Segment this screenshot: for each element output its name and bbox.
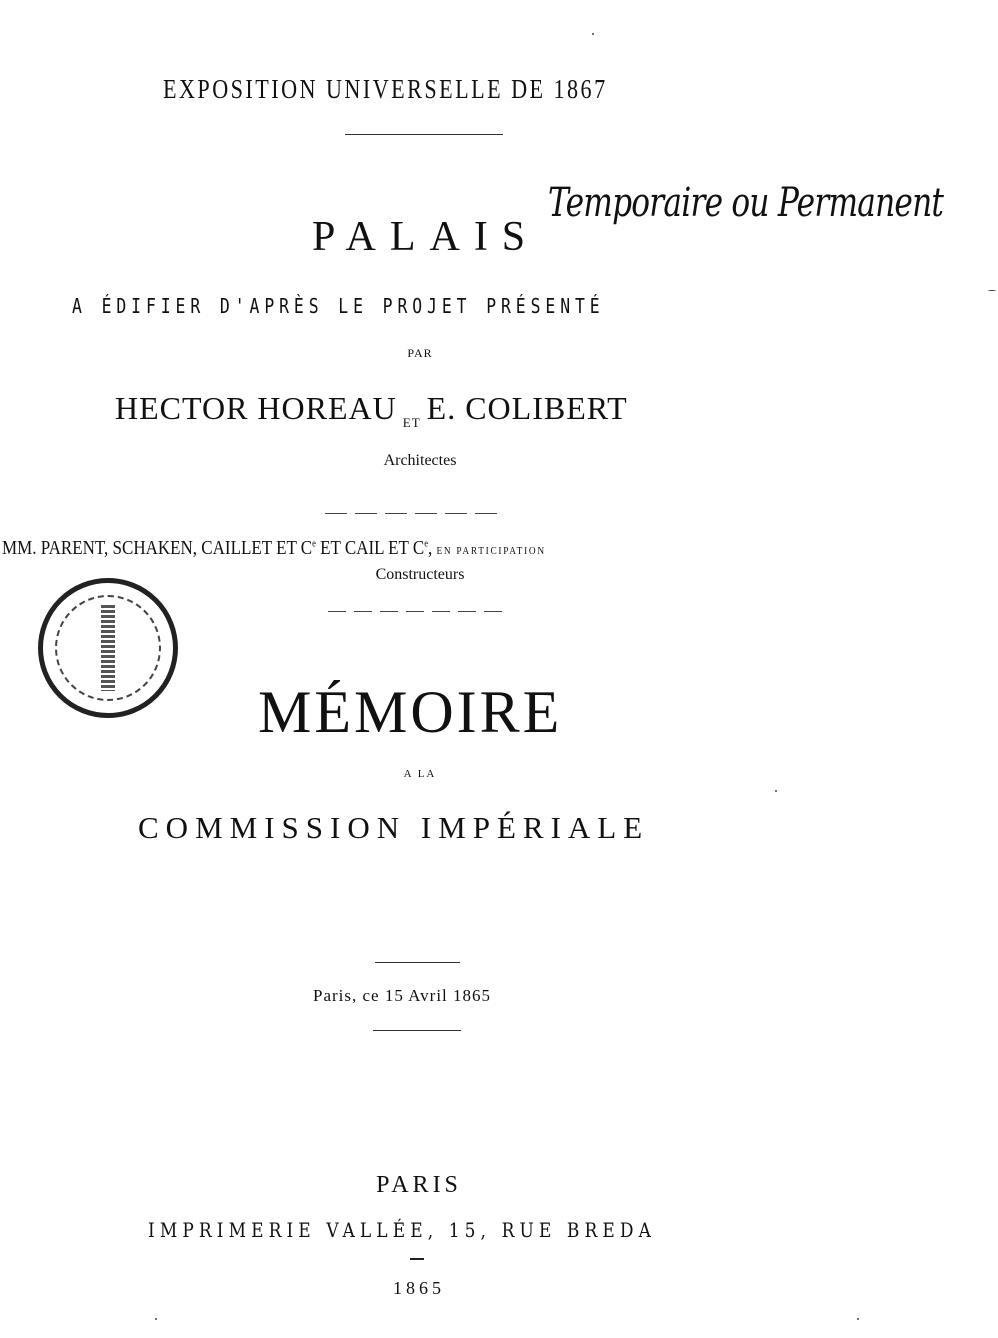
- builders-suffix: ,: [427, 537, 437, 559]
- year: 1865: [393, 1278, 445, 1298]
- author-1: HECTOR HOREAU: [115, 390, 397, 426]
- par-label: PAR: [407, 346, 433, 360]
- builders-prefix: MM. PARENT, SCHAKEN, CAILLET ET C: [2, 537, 313, 559]
- divider: [328, 611, 508, 612]
- speck: [857, 1318, 859, 1320]
- builders-participation: EN PARTICIPATION: [436, 545, 546, 557]
- speck: [775, 790, 777, 792]
- speck: [155, 1318, 157, 1320]
- library-stamp-icon: [38, 578, 178, 718]
- city: PARIS: [376, 1172, 462, 1198]
- superscript: e: [312, 538, 316, 550]
- authors-line: [115, 390, 628, 431]
- separator-dash: [410, 1258, 424, 1260]
- memoire-title: MÉMOIRE: [258, 679, 563, 745]
- palais-title: PALAIS: [312, 214, 540, 260]
- speck: [592, 33, 594, 35]
- author-2: E. COLIBERT: [426, 390, 628, 426]
- date-line: Paris, ce 15 Avril 1865: [313, 986, 492, 1005]
- divider: [373, 1030, 461, 1031]
- builders-line: [2, 537, 546, 560]
- superscript: e: [424, 538, 428, 550]
- divider: [375, 962, 460, 963]
- speck: [988, 290, 996, 291]
- divider: [345, 134, 503, 135]
- addressee: COMMISSION IMPÉRIALE: [138, 810, 650, 845]
- handwritten-annotation: Temporaire ou Permanent: [548, 180, 944, 226]
- divider: [325, 513, 505, 514]
- to-the-label: A LA: [403, 768, 437, 780]
- subtitle: A ÉDIFIER D'APRÈS LE PROJET PRÉSENTÉ: [72, 294, 605, 318]
- exposition-heading: EXPOSITION UNIVERSELLE DE 1867: [163, 74, 608, 104]
- printer-line: IMPRIMERIE VALLÉE, 15, RUE BREDA: [148, 1218, 657, 1242]
- authors-role: Architectes: [383, 452, 457, 469]
- builders-middle: ET CAIL ET C: [315, 537, 425, 559]
- author-joiner: ET: [402, 415, 421, 430]
- builders-role: Constructeurs: [375, 566, 465, 583]
